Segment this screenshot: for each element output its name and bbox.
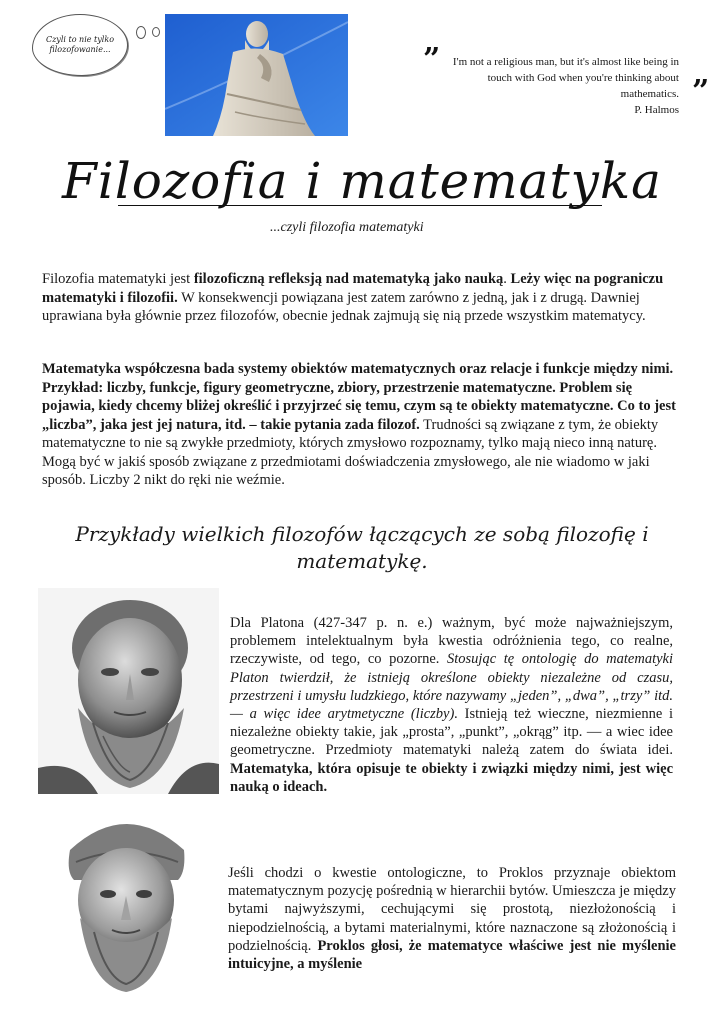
quote-open-mark: ” xyxy=(423,42,441,77)
quote-close-mark: ” xyxy=(692,74,710,109)
proclus-text-1: Jeśli chodzi o kwestie ontologiczne, to Proklos przyznaje obiektom matematycznym pozycję pośrednią w hierarchii bytów. Umieszcza je między bytami najwyższymi, cechującymi się prostotą, niezłożonością i niepodzielnością, a bytami materialnymi, które naznaczone są złożonością i podzielnością. xyxy=(228,865,676,954)
page-title: Filozofia i matematyka xyxy=(62,152,662,210)
page-subtitle: ...czyli filozofia matematyki xyxy=(270,220,424,235)
proclus-text-bold: Proklos głosi, że matematyce właściwe jest nie myślenie intuicyjne, a myślenie xyxy=(228,937,676,973)
plato-text-italic: Stosując tę ontologię do matematyki Platon twierdził, że istnieją określone obiekty niezależne od czasu, przestrzeni i umysłu ludzkiego, które nazywamy „jeden”, „dwa”, „trzy” itd. — a więc idee arytmetyczne (liczby). xyxy=(230,651,674,723)
title-underline xyxy=(118,205,602,206)
intro-p1-e: W konsekwencji powiązana jest zatem zarówno z jedną, jak i z drugą. Dawniej uprawiana była głównie przez filozofów, obecnie jednak zajmują się nią przede wszystkim matematycy. xyxy=(42,289,646,324)
thought-bubble xyxy=(32,14,128,76)
intro-p1-b: filozoficzną refleksją nad matematyką jako nauką xyxy=(193,271,504,287)
plato-portrait xyxy=(38,588,219,794)
thought-bubble-dot xyxy=(136,26,146,39)
intro-paragraph-1 xyxy=(42,270,678,326)
thinker-statue-photo xyxy=(165,14,348,136)
plato-text-bold: Matematyka, która opisuje te obiekty i związki między nimi, jest więc nauką o ideach. xyxy=(230,760,673,795)
section-heading: Przykłady wielkich filozofów łączących ze sobą filozofię i matematykę. xyxy=(75,522,649,573)
quote xyxy=(444,54,679,118)
proclus-portrait xyxy=(34,802,218,996)
thought-bubble-dot xyxy=(152,27,160,37)
intro-p1-a: Filozofia matematyki jest xyxy=(42,271,194,287)
quote-author: P. Halmos xyxy=(634,104,679,116)
plato-text-1: Dla Platona (427-347 p. n. e.) ważnym, być może najważniejszym, problemem intelektualnym była kwestia odróżnienia tego, co realne, rzeczywiste, od tego, co pozorne. xyxy=(230,615,673,668)
proclus-text xyxy=(228,864,676,973)
intro-paragraph-2 xyxy=(42,360,678,490)
plato-text-3: Istnieją też wieczne, niezmienne i niezależne obiekty takie, jak „prosta”, „punkt”, „okrąg” itp. — a wiec idee geometryczne. Przedmioty matematyki należą zatem do świata idei. xyxy=(230,706,673,759)
proclus-bust-image xyxy=(34,802,218,996)
quote-text: I'm not a religious man, but it's almost like being in touch with God when you're thinking about mathematics. xyxy=(452,56,679,100)
plato-bust-image xyxy=(38,588,219,794)
intro-p2-rest: Trudności są związane z tym, że obiekty matematyczne to nie są zwykłe przedmioty, których zmysłowo rozpoznamy, tylko mają nieco inną naturę. Mogą być w jakiś sposób związane z przedmiotami doświadczenia zmysłowego, ale nie wiadomo w jaki sposób. Liczby 2 nikt do ręki nie weźmie. xyxy=(42,416,659,488)
intro-p1-d: Leży więc na pograniczu matematyki i filozofii. xyxy=(42,271,664,306)
intro-p2-bold: Matematyka współczesna bada systemy obiektów matematycznych oraz relacje i funkcje między nimi. Przykład: liczby, funkcje, figury geometryczne, zbiory, przestrzenie matematyczne. Problem się pojawia, kiedy chcemy bliżej określić i przyjrzeć się temu, czym są te obiekty matematyczne. Co to jest „liczba”, jaka jest jej natura, itd. – takie pytania zada filozof. xyxy=(42,361,676,433)
intro-p1-c: . xyxy=(503,271,511,287)
thinker-statue-image xyxy=(165,14,348,136)
thought-bubble-text: Czyli to nie tylko filozofowanie... xyxy=(45,35,115,54)
plato-text xyxy=(230,614,673,796)
